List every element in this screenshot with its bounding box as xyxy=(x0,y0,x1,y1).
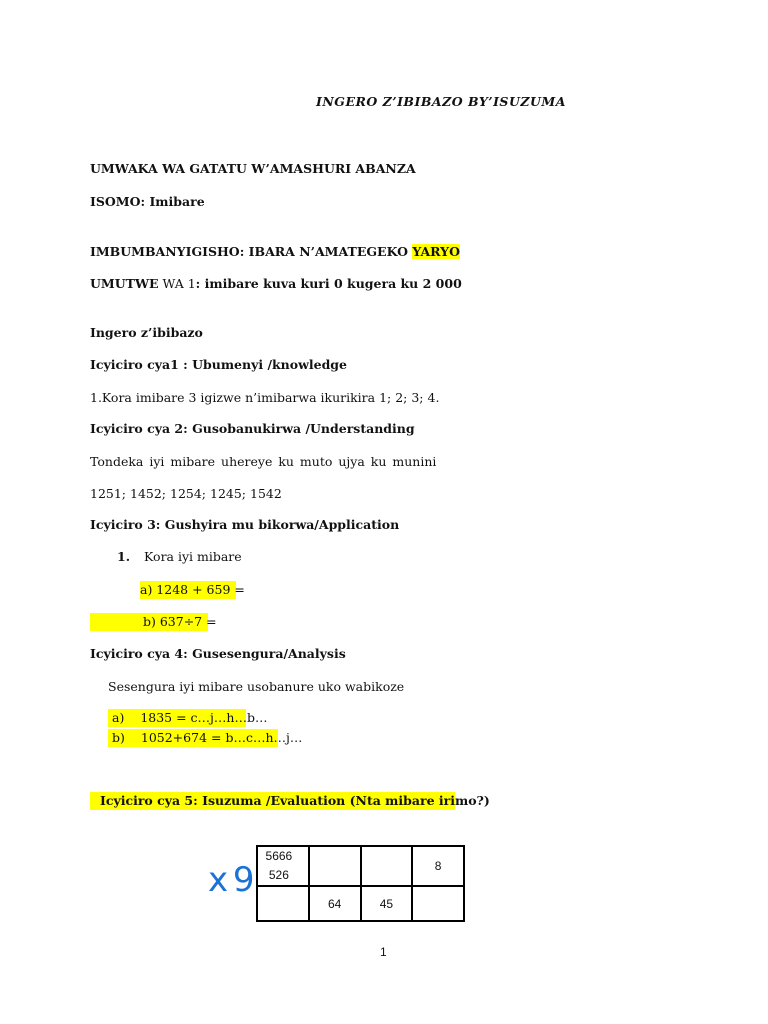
unit-label: UMUTWE xyxy=(90,276,159,291)
multiplier-label: x 9 xyxy=(208,860,252,900)
level4-b-label: b) xyxy=(112,730,125,745)
grid-cell-top-value: 5666 xyxy=(265,849,293,863)
grid-cell-bottom-value: 526 xyxy=(268,868,289,882)
examples-heading: Ingero z’ibibazo xyxy=(90,325,203,340)
grid-row xyxy=(257,846,464,886)
level4-b xyxy=(112,729,302,747)
level3-heading: Icyiciro 3: Gushyira mu bikorwa/Application xyxy=(90,517,400,532)
level3-a: a) 1248 + 659 = xyxy=(140,582,245,597)
grid-cell: 64 xyxy=(309,886,361,921)
multiplication-puzzle-grid xyxy=(256,845,465,922)
level4-a-label: a) xyxy=(112,710,125,725)
grid-cell xyxy=(309,846,361,886)
level5-heading: Icyiciro cya 5: Isuzuma /Evaluation (Nta mibare irimo?) xyxy=(100,793,490,808)
grid-cell xyxy=(361,846,413,886)
level2-heading: Icyiciro cya 2: Gusobanukirwa /Understanding xyxy=(90,421,415,436)
level4-b-text: 1052+674 = b…c…h…j… xyxy=(140,730,303,745)
level4-a-text: 1835 = c…j…h…b… xyxy=(140,710,268,725)
grid-cell xyxy=(412,886,464,921)
grid-row xyxy=(257,886,464,921)
competence-text: IMBUMBANYIGISHO: IBARA N’AMATEGEKO xyxy=(90,244,413,259)
page-number: 1 xyxy=(380,945,387,959)
level4-heading: Icyiciro cya 4: Gusesengura/Analysis xyxy=(90,646,346,661)
level3-item-number: 1. xyxy=(117,549,131,564)
year-line: UMWAKA WA GATATU W’AMASHURI ABANZA xyxy=(90,161,416,176)
grid-cell: 8 xyxy=(412,846,464,886)
level3-item xyxy=(117,548,242,566)
document-title: INGERO Z’IBIBAZO BY’ISUZUMA xyxy=(316,94,566,109)
grid-cell: 45 xyxy=(361,886,413,921)
level4-a xyxy=(112,709,268,727)
level3-item-text: Kora iyi mibare xyxy=(144,549,242,564)
level1-heading: Icyiciro cya1 : Ubumenyi /knowledge xyxy=(90,357,348,372)
level3-b: b) 637÷7 = xyxy=(143,614,217,629)
unit-title: : imibare kuva kuri 0 kugera ku 2 000 xyxy=(195,276,462,291)
grid-cell xyxy=(257,886,309,921)
level4-question: Sesengura iyi mibare usobanure uko wabikoze xyxy=(108,679,405,694)
unit-line xyxy=(90,275,462,293)
unit-number: WA 1 xyxy=(158,276,196,291)
competence-line xyxy=(90,243,460,261)
competence-highlight: YARYO xyxy=(412,244,460,259)
subject-line: ISOMO: Imibare xyxy=(90,194,205,209)
level1-question: 1.Kora imibare 3 igizwe n’imibarwa ikurikira 1; 2; 3; 4. xyxy=(90,390,440,405)
grid-cell xyxy=(257,846,309,886)
level2-numbers: 1251; 1452; 1254; 1245; 1542 xyxy=(90,486,282,501)
level2-question: Tondeka iyi mibare uhereye ku muto ujya ku munini xyxy=(90,454,437,469)
